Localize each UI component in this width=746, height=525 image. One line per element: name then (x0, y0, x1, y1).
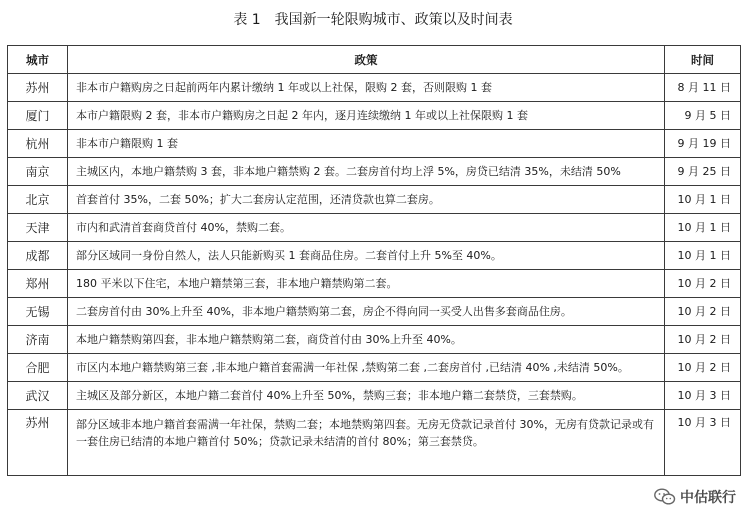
table-number: 表 1 (233, 12, 261, 28)
row-city: 成都 (8, 242, 68, 270)
row-date: 10 月 2 日 (665, 354, 741, 382)
row-policy: 主城区及部分新区，本地户籍二套首付 40%上升至 50%，禁购三套；非本地户籍二套禁贷，三套禁购。 (68, 382, 665, 410)
table-row (8, 242, 741, 270)
table-row (8, 382, 741, 410)
header-city: 城市 (8, 46, 68, 74)
row-city: 北京 (8, 186, 68, 214)
table-row (8, 354, 741, 382)
table-title (0, 10, 746, 30)
header-policy: 政策 (68, 46, 665, 74)
header-date: 时间 (665, 46, 741, 74)
table-row (8, 270, 741, 298)
table-row (8, 74, 741, 102)
row-policy: 180 平米以下住宅，本地户籍禁第三套，非本地户籍禁购第二套。 (68, 270, 665, 298)
table-row (8, 410, 741, 476)
row-city: 厦门 (8, 102, 68, 130)
policy-table (7, 45, 741, 476)
row-policy: 二套房首付由 30%上升至 40%，非本地户籍禁购第二套，房企不得向同一买受人出售多套商品住房。 (68, 298, 665, 326)
row-city: 合肥 (8, 354, 68, 382)
row-city: 郑州 (8, 270, 68, 298)
row-date: 10 月 1 日 (665, 186, 741, 214)
table-row (8, 158, 741, 186)
row-city: 杭州 (8, 130, 68, 158)
row-policy: 市区内本地户籍禁购第三套 ,非本地户籍首套需满一年社保 ,禁购第二套 ,二套房首付 ,已结清 40% ,未结清 50%。 (68, 354, 665, 382)
row-policy: 主城区内，本地户籍禁购 3 套，非本地户籍禁购 2 套。二套房首付均上浮 5%，房贷已结清 35%，未结清 50% (68, 158, 665, 186)
row-city: 天津 (8, 214, 68, 242)
row-date: 10 月 2 日 (665, 298, 741, 326)
row-city: 南京 (8, 158, 68, 186)
row-city: 苏州 (8, 74, 68, 102)
row-city: 济南 (8, 326, 68, 354)
row-policy: 非本市户籍购房之日起前两年内累计缴纳 1 年或以上社保，限购 2 套，否则限购 1 套 (68, 74, 665, 102)
table-row (8, 326, 741, 354)
watermark (652, 487, 738, 507)
row-policy: 非本市户籍限购 1 套 (68, 130, 665, 158)
row-date: 9 月 5 日 (665, 102, 741, 130)
row-policy: 本地户籍禁购第四套，非本地户籍禁购第二套，商贷首付由 30%上升至 40%。 (68, 326, 665, 354)
row-city: 无锡 (8, 298, 68, 326)
table-row (8, 130, 741, 158)
row-policy: 部分区域非本地户籍首套需满一年社保，禁购二套；本地禁购第四套。无房无贷款记录首付 30%，无房有贷款记录或有一套住房已结清的本地户籍首付 50%；贷款记录未结清的首付 80%；第三套禁贷。 (68, 410, 665, 476)
table-row (8, 298, 741, 326)
table-row (8, 214, 741, 242)
row-policy: 首套首付 35%，二套 50%；扩大二套房认定范围，还清贷款也算二套房。 (68, 186, 665, 214)
row-date: 9 月 25 日 (665, 158, 741, 186)
row-date: 10 月 3 日 (665, 410, 741, 476)
watermark-text: 中估联行 (680, 490, 736, 506)
row-date: 10 月 2 日 (665, 270, 741, 298)
table-row (8, 186, 741, 214)
row-policy: 部分区域同一身份自然人，法人只能新购买 1 套商品住房。二套首付上升 5%至 40%。 (68, 242, 665, 270)
table-title-text: 我国新一轮限购城市、政策以及时间表 (274, 12, 513, 28)
table-row (8, 102, 741, 130)
row-city: 武汉 (8, 382, 68, 410)
row-date: 8 月 11 日 (665, 74, 741, 102)
row-date: 10 月 2 日 (665, 326, 741, 354)
row-policy: 市内和武清首套商贷首付 40%，禁购二套。 (68, 214, 665, 242)
row-date: 10 月 1 日 (665, 214, 741, 242)
row-date: 9 月 19 日 (665, 130, 741, 158)
header-row (8, 46, 741, 74)
wechat-icon (654, 488, 676, 506)
row-date: 10 月 3 日 (665, 382, 741, 410)
row-city: 苏州 (8, 410, 68, 476)
row-date: 10 月 1 日 (665, 242, 741, 270)
row-policy: 本市户籍限购 2 套，非本市户籍购房之日起 2 年内，逐月连续缴纳 1 年或以上社保限购 1 套 (68, 102, 665, 130)
